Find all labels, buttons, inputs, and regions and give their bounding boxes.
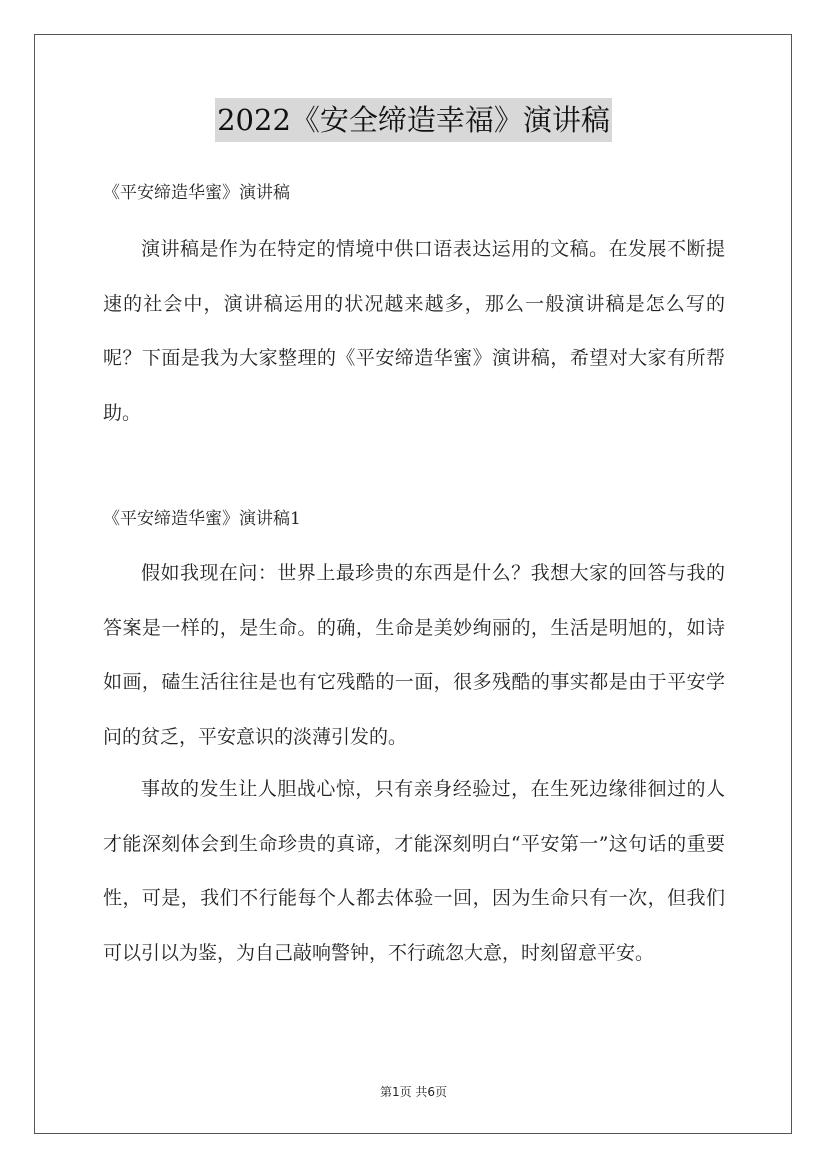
body-paragraph-2: 事故的发生让人胆战心惊，只有亲身经验过，在生死边缘徘徊过的人才能深刻体会到生命珍贵的真谛，才能深刻明白“平安第一”这句话的重要性，可是，我们不行能每个人都去体验一回，因为生命只有一次，但我们可以引以为鉴，为自己敲响警钟，不行疏忽大意，时刻留意平安。 [103, 778, 725, 964]
intro-paragraph: 演讲稿是作为在特定的情境中供口语表达运用的文稿。在发展不断提速的社会中，演讲稿运用的状况越来越多，那么一般演讲稿是怎么写的呢？下面是我为大家整理的《平安缔造华蜜》演讲稿，希望对大家有所帮助。 [103, 238, 725, 424]
title-container [0, 98, 827, 142]
page-footer: 第1页 共6页 [379, 1085, 448, 1099]
body-paragraph-1: 假如我现在问：世界上最珍贵的东西是什么？我想大家的回答与我的答案是一样的，是生命。的确，生命是美妙绚丽的，生活是明旭的，如诗如画，磕生活往往是也有它残酷的一面，很多残酷的事实都是由于平安学问的贫乏，平安意识的淡薄引发的。 [103, 562, 725, 748]
subheading: 《平安缔造华蜜》演讲稿 [103, 183, 290, 203]
section-heading: 《平安缔造华蜜》演讲稿1 [103, 509, 301, 529]
document-title: 2022《安全缔造幸福》演讲稿 [215, 98, 612, 142]
